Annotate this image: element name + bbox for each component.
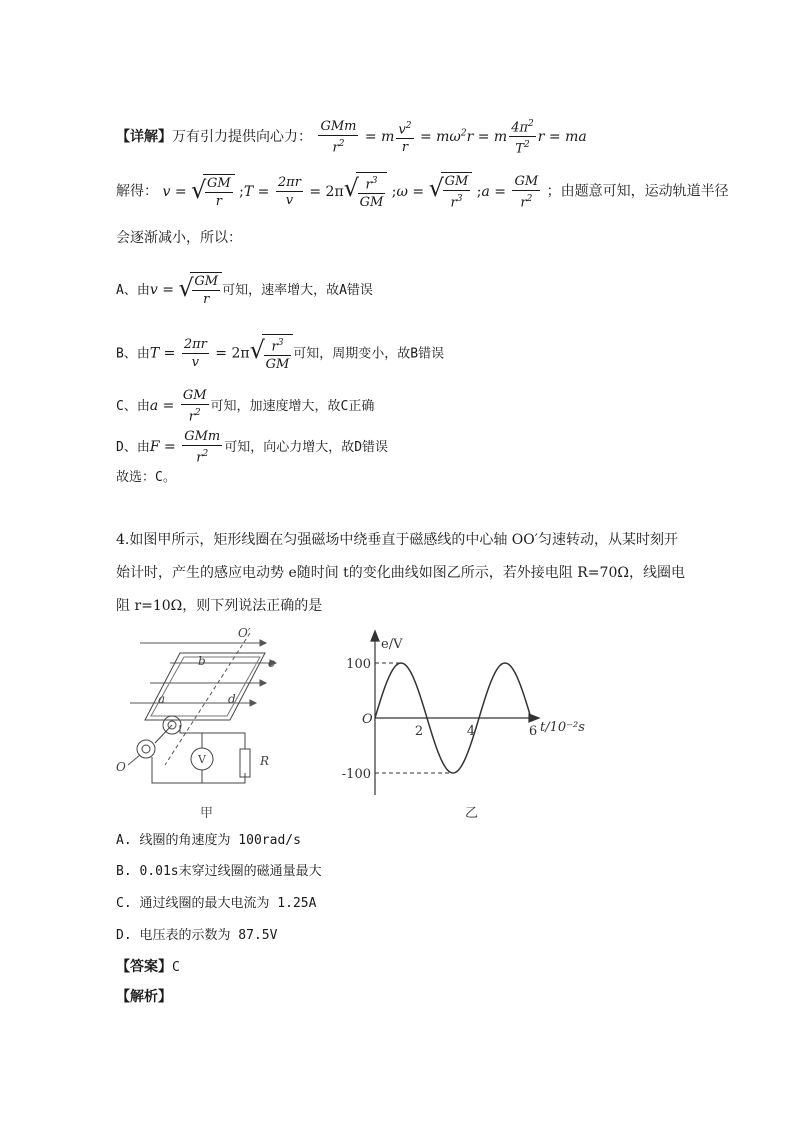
solve-prefix: 解得： <box>116 183 158 200</box>
analysis-c-pre: C、由 <box>116 399 150 415</box>
solve-continuation: 会逐渐减小，所以： <box>116 230 242 246</box>
label-d: d <box>228 692 236 706</box>
analysis-b-pre: B、由 <box>116 346 150 362</box>
x-axis-label: t/10⁻²s <box>540 720 585 735</box>
label-o: O <box>116 760 126 774</box>
analysis-c-post: 可知，加速度增大，故C正确 <box>210 399 375 415</box>
choice-line: 故选：C。 <box>116 470 176 485</box>
analysis-b-post: 可知，周期变小，故B错误 <box>293 346 445 362</box>
label-o-prime: O′ <box>238 626 251 640</box>
y-axis-label: e/V <box>381 637 403 652</box>
answer-label: 【答案】 <box>116 959 172 975</box>
option-a: A. 线圈的角速度为 100rad/s <box>116 833 301 848</box>
detail-label: 【详解】 <box>116 128 172 145</box>
label-a: a <box>158 692 166 706</box>
solve-line <box>116 172 729 211</box>
detail-text: 万有引力提供向心力： <box>172 128 312 145</box>
answer-value: C <box>172 960 180 975</box>
option-d: D. 电压表的示数为 87.5V <box>116 928 278 943</box>
caption-jia: 甲 <box>200 806 214 821</box>
y-tick-100: 100 <box>346 657 371 672</box>
y-tick-minus-100: -100 <box>341 767 371 782</box>
option-c: C. 通过线圈的最大电流为 1.25A <box>116 896 317 911</box>
figure-yi-chart <box>340 625 590 825</box>
question-line-2: 始计时，产生的感应电动势 e随时间 t的变化曲线如图乙所示，若外接电阻 R=70Ω，线圈电 <box>116 565 685 581</box>
origin-label: O <box>362 712 373 727</box>
label-v: V <box>198 753 206 766</box>
option-b: B. 0.01s末穿过线圈的磁通量最大 <box>116 864 322 879</box>
detail-line <box>116 116 587 158</box>
caption-yi: 乙 <box>465 806 479 821</box>
gravity-equation: $\frac{\text{GMm}}{r^2}$ = m $\frac{v^2}{r}$ = $m\omega^2r = m$ $\frac{4\pi^2}{T^2}$ r = ma <box>316 129 586 145</box>
solve-suffix: ；由题意可知，运动轨道半径 <box>546 183 729 200</box>
x-tick-2: 2 <box>414 724 424 739</box>
label-b: b <box>198 654 206 668</box>
solve-equation: v = √ $\frac{GM}{r}$ ;T = $\frac{2\pi r}{v}$ = 2π √ $\frac{r^3}{GM}$ ;ω = √ $\frac{GM}{r^3}$ ;a = $\frac{GM}{r^2}$ <box>162 184 546 200</box>
figure-jia <box>110 625 300 825</box>
answer-line <box>116 957 180 978</box>
label-r: R <box>260 754 270 768</box>
analysis-d-pre: D、由 <box>116 440 150 456</box>
analysis-d: D、由F = $\frac{\text{GMm}}{r^2}$ 可知，向心力增大，故D错误 <box>116 429 389 466</box>
x-tick-4: 4 <box>466 724 476 739</box>
analysis-b: B、由T = $\frac{2\pi r}{v}$ = 2π √ $\frac{r^3}{GM}$ 可知，周期变小，故B错误 <box>116 334 444 373</box>
explain-label: 【解析】 <box>116 989 172 1005</box>
question-line-3: 阻 r=10Ω，则下列说法正确的是 <box>116 598 323 614</box>
analysis-a-post: 可知，速率增大，故A错误 <box>222 283 373 298</box>
analysis-d-post: 可知，向心力增大，故D错误 <box>224 440 389 456</box>
analysis-a-pre: A、由 <box>116 283 150 298</box>
label-c: c <box>268 656 275 670</box>
x-tick-6: 6 <box>528 724 538 739</box>
question-line-1: 4.如图甲所示，矩形线圈在匀强磁场中绕垂直于磁感线的中心轴 OO′匀速转动，从某时刻开 <box>116 532 678 548</box>
analysis-a: A、由v = √ $\frac{GM}{r}$ 可知，速率增大，故A错误 <box>116 272 373 308</box>
analysis-c: C、由a = $\frac{GM}{r^2}$ 可知，加速度增大，故C正确 <box>116 388 375 425</box>
